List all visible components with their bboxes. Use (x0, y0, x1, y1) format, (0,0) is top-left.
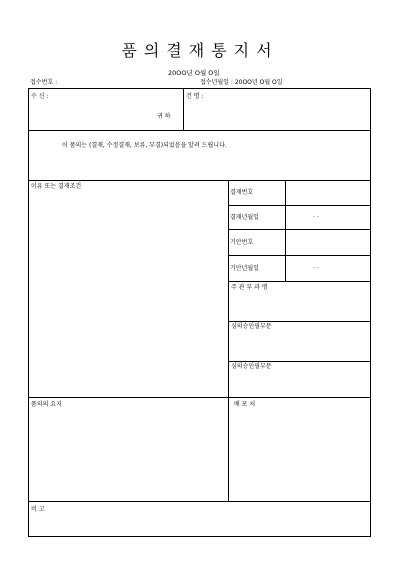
draft-number-label: 기안번호 (230, 239, 254, 246)
middle-divider (29, 397, 370, 398)
receipt-date: 접수년월일 : 20OO년 O월 O일 (200, 79, 283, 86)
approval-date-label: 결재년월일 (230, 214, 259, 221)
row-divider-3 (228, 255, 370, 256)
row-divider-1 (228, 205, 370, 206)
date-line: 20OO년 O월 O일 (168, 69, 220, 77)
row-divider-2 (228, 229, 370, 230)
approval-date-value: . . (313, 212, 319, 219)
draft-date-label: 기안년월일 (230, 265, 259, 272)
notice-text: 이 품의는 (결재, 수정결재, 보류, 부결)되었음을 알려 드립니다. (62, 142, 227, 149)
reviewing-department-label-2: 심의승인필부문 (231, 363, 272, 370)
subject-label: 건 명 : (186, 93, 204, 100)
receipt-number-label: 접수번호 : (30, 79, 58, 86)
approval-number-label: 결재번호 (230, 189, 254, 196)
reason-label: 이유 또는 결재조건 (31, 183, 82, 190)
form-frame (28, 88, 371, 537)
summary-label: 품의의 요지 (31, 401, 62, 408)
reviewing-department-label-1: 심의승인필부문 (231, 323, 272, 330)
header-vertical-divider (183, 89, 184, 130)
remarks-divider (29, 501, 370, 502)
header-divider (29, 130, 370, 131)
value-column-divider (285, 180, 286, 281)
recipient-label: 수 신 : (31, 93, 49, 100)
remarks-label: 비 고 (31, 506, 45, 513)
draft-date-value: . . (313, 263, 319, 270)
document-title: 품의결재통지서 (121, 41, 279, 60)
department-in-charge-label: 주 관 부 과 명 (231, 284, 268, 291)
honorific: 귀 하 (157, 113, 171, 120)
distribution-label: 배 포 처 (234, 401, 256, 408)
